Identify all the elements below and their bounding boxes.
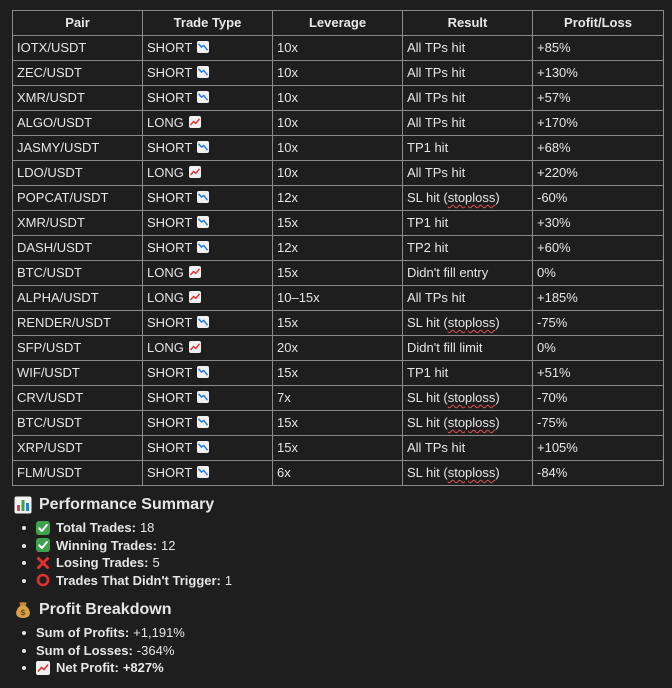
- trade-type-cell: [143, 386, 273, 411]
- profit-loss-cell: +130%: [533, 61, 664, 86]
- pair-cell: RENDER/USDT: [13, 311, 143, 336]
- bar-chart-icon: [14, 496, 32, 514]
- trade-type-cell: [143, 311, 273, 336]
- leverage-cell: 15x: [273, 436, 403, 461]
- check-mark-button-icon: [36, 538, 50, 552]
- pair-cell: BTC/USDT: [13, 411, 143, 436]
- leverage-cell: 7x: [273, 386, 403, 411]
- breakdown-label: Sum of Losses:: [36, 642, 133, 658]
- summary-list: [14, 519, 232, 589]
- check-mark-button-icon: [36, 521, 50, 535]
- profit-breakdown-heading: [14, 600, 185, 620]
- header-pair: Pair: [13, 11, 143, 36]
- chart-increasing-icon: [189, 166, 201, 178]
- pair-cell: IOTX/USDT: [13, 36, 143, 61]
- table-row: [13, 161, 664, 186]
- trade-type-label: SHORT: [147, 190, 193, 205]
- pair-cell: WIF/USDT: [13, 361, 143, 386]
- trade-type-label: LONG: [147, 115, 184, 130]
- table-row: [13, 186, 664, 211]
- table-row: [13, 286, 664, 311]
- result-cell: All TPs hit: [403, 436, 533, 461]
- pair-cell: SFP/USDT: [13, 336, 143, 361]
- chart-decreasing-icon: [197, 41, 209, 53]
- table-row: [13, 36, 664, 61]
- trade-type-cell: [143, 36, 273, 61]
- leverage-cell: 20x: [273, 336, 403, 361]
- trade-type-label: SHORT: [147, 90, 193, 105]
- trade-type-label: SHORT: [147, 390, 193, 405]
- leverage-cell: 10x: [273, 111, 403, 136]
- result-cell: All TPs hit: [403, 36, 533, 61]
- trade-type-cell: [143, 261, 273, 286]
- result-cell: TP1 hit: [403, 136, 533, 161]
- trade-type-label: LONG: [147, 265, 184, 280]
- hollow-red-circle-icon: [36, 573, 50, 587]
- leverage-cell: 6x: [273, 461, 403, 486]
- chart-decreasing-icon: [197, 191, 209, 203]
- list-item: [36, 554, 232, 572]
- profit-loss-cell: +85%: [533, 36, 664, 61]
- table-header-row: [13, 11, 664, 36]
- breakdown-list: [14, 624, 185, 677]
- trade-type-label: SHORT: [147, 440, 193, 455]
- leverage-cell: 10x: [273, 36, 403, 61]
- profit-loss-cell: -84%: [533, 461, 664, 486]
- trade-type-cell: [143, 86, 273, 111]
- chart-increasing-icon: [189, 291, 201, 303]
- summary-label: Losing Trades:: [56, 555, 149, 570]
- result-cell: [403, 411, 533, 436]
- profit-loss-cell: +105%: [533, 436, 664, 461]
- chart-decreasing-icon: [197, 91, 209, 103]
- result-cell: [403, 386, 533, 411]
- chart-decreasing-icon: [197, 416, 209, 428]
- table-row: [13, 261, 664, 286]
- result-cell: TP2 hit: [403, 236, 533, 261]
- trade-type-cell: [143, 161, 273, 186]
- trade-type-cell: [143, 186, 273, 211]
- table-row: [13, 61, 664, 86]
- trade-type-label: SHORT: [147, 215, 193, 230]
- leverage-cell: 15x: [273, 211, 403, 236]
- pair-cell: ALPHA/USDT: [13, 286, 143, 311]
- summary-value: 18: [139, 520, 155, 535]
- pair-cell: JASMY/USDT: [13, 136, 143, 161]
- table-row: [13, 361, 664, 386]
- trade-type-label: LONG: [147, 165, 184, 180]
- leverage-cell: 15x: [273, 311, 403, 336]
- result-cell: All TPs hit: [403, 61, 533, 86]
- leverage-cell: 10x: [273, 61, 403, 86]
- result-text: SL hit (stoploss): [407, 315, 500, 330]
- result-cell: All TPs hit: [403, 86, 533, 111]
- summary-label: Total Trades:: [56, 520, 136, 535]
- trade-type-cell: [143, 136, 273, 161]
- trade-type-label: LONG: [147, 290, 184, 305]
- list-item: [36, 572, 232, 590]
- list-item: [36, 659, 185, 677]
- result-cell: All TPs hit: [403, 111, 533, 136]
- list-item: [36, 519, 232, 537]
- result-cell: Didn't fill limit: [403, 336, 533, 361]
- trade-type-label: SHORT: [147, 140, 193, 155]
- leverage-cell: 10–15x: [273, 286, 403, 311]
- trade-type-cell: [143, 411, 273, 436]
- profit-loss-cell: +185%: [533, 286, 664, 311]
- profit-loss-cell: +57%: [533, 86, 664, 111]
- result-cell: TP1 hit: [403, 211, 533, 236]
- result-cell: [403, 311, 533, 336]
- result-text: SL hit (stoploss): [407, 465, 500, 480]
- chart-decreasing-icon: [197, 316, 209, 328]
- result-cell: All TPs hit: [403, 161, 533, 186]
- trade-type-cell: [143, 211, 273, 236]
- pair-cell: ZEC/USDT: [13, 61, 143, 86]
- table-row: [13, 236, 664, 261]
- pair-cell: LDO/USDT: [13, 161, 143, 186]
- pair-cell: CRV/USDT: [13, 386, 143, 411]
- pair-cell: XRP/USDT: [13, 436, 143, 461]
- table-row: [13, 411, 664, 436]
- trade-type-label: SHORT: [147, 65, 193, 80]
- profit-loss-cell: +51%: [533, 361, 664, 386]
- chart-increasing-icon: [189, 341, 201, 353]
- money-bag-icon: [14, 601, 32, 619]
- pair-cell: FLM/USDT: [13, 461, 143, 486]
- header-profit-loss: Profit/Loss: [533, 11, 664, 36]
- pair-cell: DASH/USDT: [13, 236, 143, 261]
- profit-loss-cell: +68%: [533, 136, 664, 161]
- leverage-cell: 10x: [273, 136, 403, 161]
- trade-type-label: SHORT: [147, 465, 193, 480]
- summary-value: 12: [161, 537, 176, 553]
- chart-decreasing-icon: [197, 66, 209, 78]
- performance-summary: [14, 495, 232, 589]
- chart-increasing-icon: [36, 661, 50, 675]
- chart-increasing-icon: [189, 116, 201, 128]
- leverage-cell: 10x: [273, 86, 403, 111]
- profit-breakdown: [14, 600, 185, 677]
- result-text: SL hit (stoploss): [407, 390, 500, 405]
- chart-decreasing-icon: [197, 141, 209, 153]
- breakdown-label: Net Profit:: [56, 660, 119, 675]
- trade-type-label: SHORT: [147, 240, 193, 255]
- trade-type-label: SHORT: [147, 40, 193, 55]
- pair-cell: BTC/USDT: [13, 261, 143, 286]
- result-cell: [403, 461, 533, 486]
- table-row: [13, 336, 664, 361]
- list-item: [36, 624, 185, 642]
- trade-type-cell: [143, 61, 273, 86]
- trade-type-label: SHORT: [147, 415, 193, 430]
- result-text: SL hit (stoploss): [407, 190, 500, 205]
- summary-label: Winning Trades:: [56, 537, 157, 553]
- pair-cell: XMR/USDT: [13, 211, 143, 236]
- result-cell: Didn't fill entry: [403, 261, 533, 286]
- trade-type-cell: [143, 361, 273, 386]
- cross-mark-icon: [36, 556, 50, 570]
- breakdown-label: Sum of Profits:: [36, 625, 130, 640]
- trade-type-cell: [143, 461, 273, 486]
- profit-loss-cell: +30%: [533, 211, 664, 236]
- profit-loss-cell: +60%: [533, 236, 664, 261]
- trade-type-cell: [143, 286, 273, 311]
- summary-label: Trades That Didn't Trigger:: [56, 572, 221, 588]
- pair-cell: POPCAT/USDT: [13, 186, 143, 211]
- header-leverage: Leverage: [273, 11, 403, 36]
- result-cell: All TPs hit: [403, 286, 533, 311]
- profit-loss-cell: -70%: [533, 386, 664, 411]
- profit-loss-cell: +170%: [533, 111, 664, 136]
- header-trade-type: Trade Type: [143, 11, 273, 36]
- result-cell: TP1 hit: [403, 361, 533, 386]
- chart-increasing-icon: [189, 266, 201, 278]
- trade-type-label: SHORT: [147, 365, 193, 380]
- chart-decreasing-icon: [197, 216, 209, 228]
- table-row: [13, 436, 664, 461]
- table-row: [13, 461, 664, 486]
- table-row: [13, 311, 664, 336]
- performance-summary-title: Performance Summary: [39, 496, 215, 513]
- leverage-cell: 15x: [273, 361, 403, 386]
- performance-summary-heading: [14, 495, 232, 515]
- profit-loss-cell: -60%: [533, 186, 664, 211]
- pair-cell: ALGO/USDT: [13, 111, 143, 136]
- table-row: [13, 211, 664, 236]
- result-cell: [403, 186, 533, 211]
- profit-loss-cell: 0%: [533, 336, 664, 361]
- profit-loss-cell: -75%: [533, 411, 664, 436]
- leverage-cell: 12x: [273, 186, 403, 211]
- chart-decreasing-icon: [197, 391, 209, 403]
- trade-type-cell: [143, 336, 273, 361]
- leverage-cell: 15x: [273, 411, 403, 436]
- svg-text:$: $: [20, 608, 26, 618]
- chart-decreasing-icon: [197, 366, 209, 378]
- table-body: [13, 36, 664, 486]
- leverage-cell: 15x: [273, 261, 403, 286]
- chart-decreasing-icon: [197, 441, 209, 453]
- breakdown-value: -364%: [136, 642, 175, 658]
- header-result: Result: [403, 11, 533, 36]
- leverage-cell: 12x: [273, 236, 403, 261]
- net-profit-value: +827%: [122, 660, 164, 675]
- profit-loss-cell: +220%: [533, 161, 664, 186]
- table-row: [13, 86, 664, 111]
- trades-table: [12, 10, 664, 486]
- profit-breakdown-title: Profit Breakdown: [39, 601, 172, 618]
- trade-type-cell: [143, 111, 273, 136]
- breakdown-value: +1,191%: [133, 625, 185, 640]
- trade-type-cell: [143, 436, 273, 461]
- table-row: [13, 111, 664, 136]
- table-row: [13, 386, 664, 411]
- profit-loss-cell: -75%: [533, 311, 664, 336]
- chart-decreasing-icon: [197, 466, 209, 478]
- chart-decreasing-icon: [197, 241, 209, 253]
- table-row: [13, 136, 664, 161]
- summary-value: 1: [224, 572, 233, 588]
- trade-type-cell: [143, 236, 273, 261]
- trade-type-label: SHORT: [147, 315, 193, 330]
- leverage-cell: 10x: [273, 161, 403, 186]
- trade-type-label: LONG: [147, 340, 184, 355]
- list-item: [36, 537, 232, 555]
- summary-value: 5: [152, 555, 160, 570]
- profit-loss-cell: 0%: [533, 261, 664, 286]
- list-item: [36, 642, 185, 660]
- pair-cell: XMR/USDT: [13, 86, 143, 111]
- result-text: SL hit (stoploss): [407, 415, 500, 430]
